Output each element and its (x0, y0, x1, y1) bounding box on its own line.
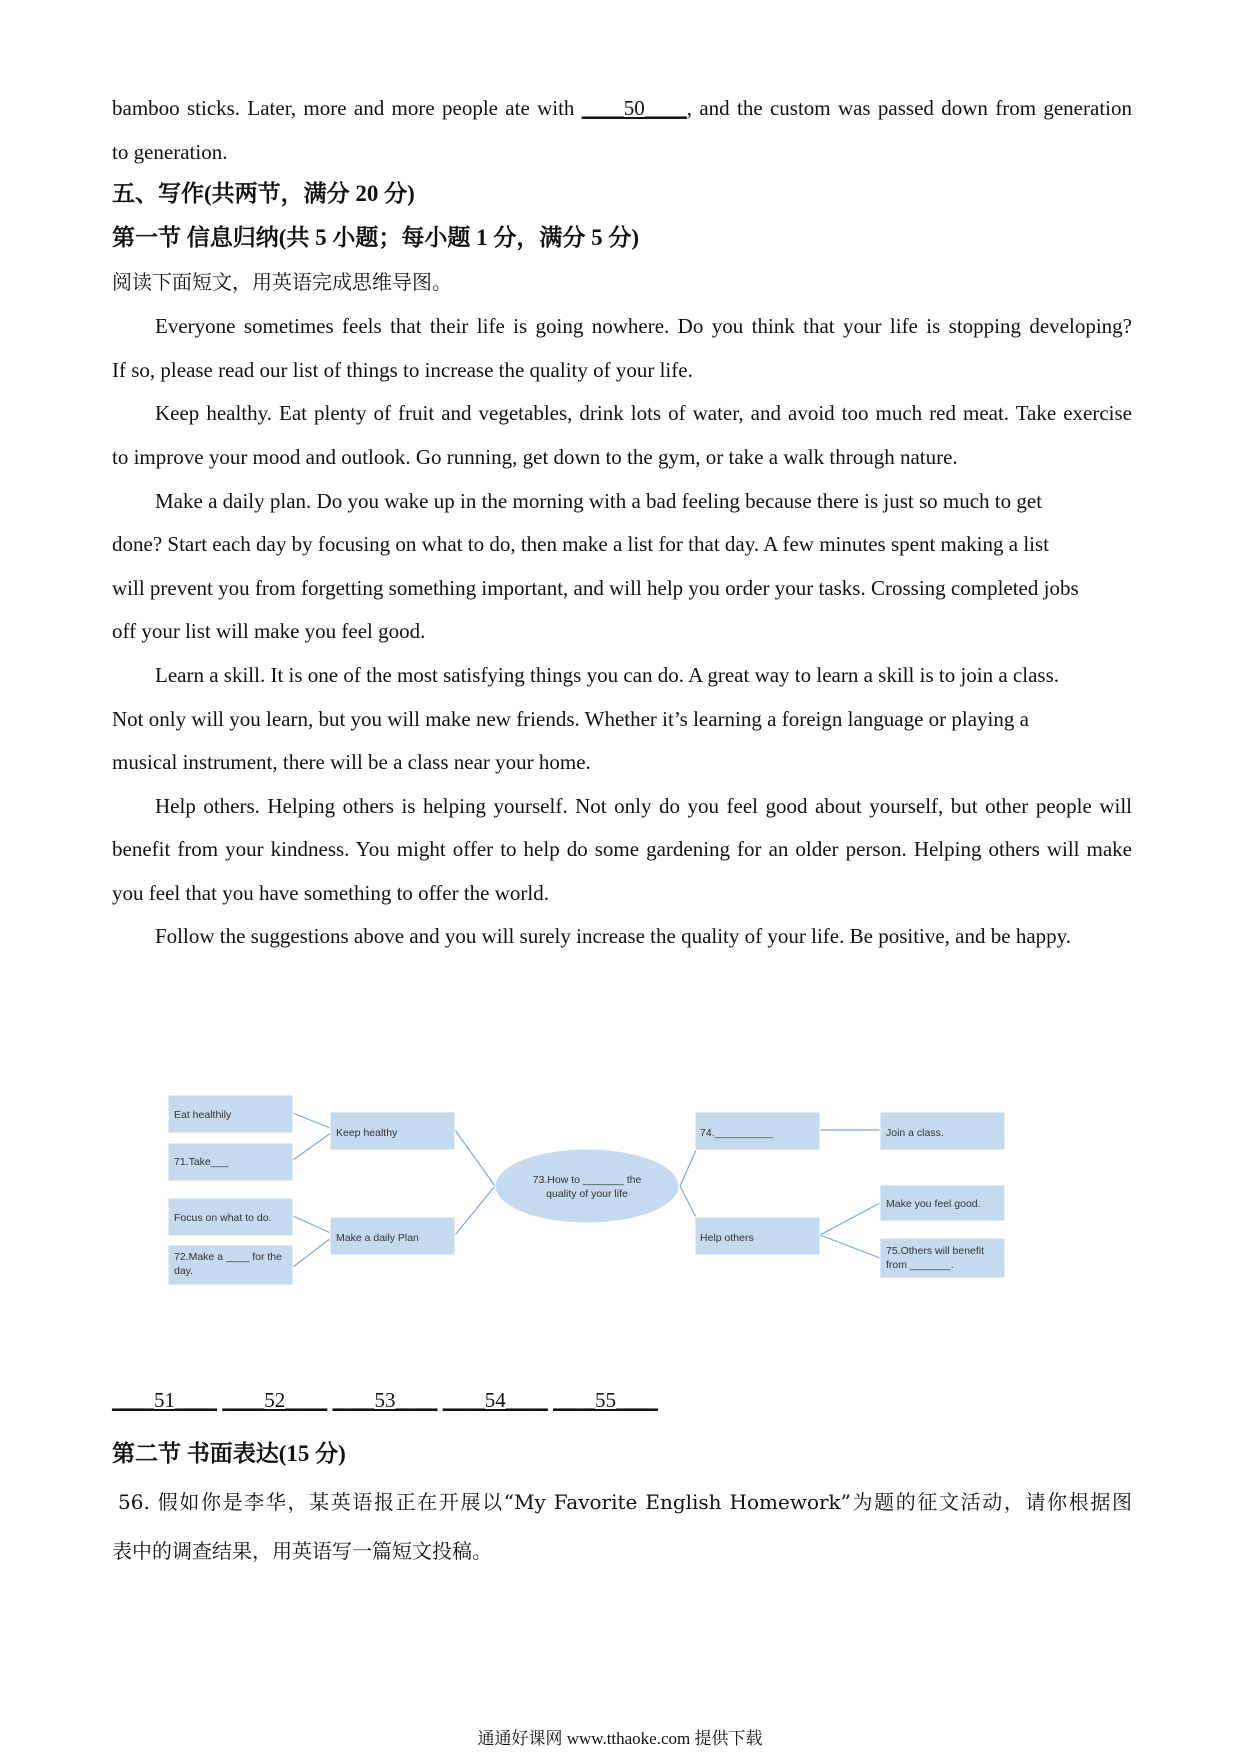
question-56-cont: 表中的调查结果，用英语写一篇短文投稿。 (112, 1539, 492, 1563)
node-label: Make a daily Plan (336, 1232, 419, 1244)
mind-map (160, 1085, 1020, 1300)
connector (293, 1113, 335, 1130)
node-label: 71.Take___ (174, 1156, 229, 1168)
passage-line: benefit from your kindness. You might offer to help do some gardening for an older person. Helping others will make (112, 837, 1132, 861)
blank-50: ____50____ (581, 96, 687, 120)
node-label: Help others (700, 1232, 754, 1244)
passage-line: you feel that you have something to offer the world. (112, 881, 550, 905)
passage-line: off your list will make you feel good. (112, 619, 426, 643)
part1-title: 第一节 信息归纳(共 5 小题；每小题 1 分，满分 5 分) (112, 225, 640, 250)
node-center-73 (495, 1149, 679, 1223)
connector (293, 1235, 335, 1267)
node-label: Focus on what to do. (174, 1212, 272, 1224)
node-label: Keep healthy (336, 1127, 398, 1139)
question-56: 56. 假如你是李华，某英语报正在开展以“My Favorite English Homework”为题的征文活动，请你根据图 (118, 1490, 1132, 1514)
footer: 通通好课网 www.tthaoke.com 提供下载 (477, 1729, 763, 1748)
answer-blank-55[interactable]: ____55____ (553, 1388, 658, 1412)
passage-line: Follow the suggestions above and you will surely increase the quality of your life. Be positive, and be happy. (155, 924, 1072, 948)
instruction: 阅读下面短文，用英语完成思维导图。 (112, 270, 452, 294)
answer-blank-54[interactable]: ____54____ (442, 1388, 548, 1412)
passage-line: Make a daily plan. Do you wake up in the morning with a bad feeling because there is just so much to get (155, 489, 1043, 513)
passage-line: Help others. Helping others is helping yourself. Not only do you feel good about yourself, but other people will (155, 794, 1132, 818)
passage-line: musical instrument, there will be a class near your home. (112, 750, 591, 774)
connector (293, 1216, 335, 1235)
node-label: 72.Make a ____ for the (174, 1251, 282, 1263)
node-label: 75.Others will benefit (886, 1245, 985, 1257)
part2-title: 第二节 书面表达(15 分) (112, 1441, 346, 1466)
node-label: from _______. (886, 1259, 954, 1271)
connector (293, 1130, 335, 1160)
passage-line: to improve your mood and outlook. Go running, get down to the gym, or take a walk through nature. (112, 445, 958, 469)
node-label: quality of your life (546, 1188, 628, 1200)
connector (820, 1203, 880, 1235)
connector (820, 1235, 880, 1258)
node-75 (880, 1238, 1005, 1278)
passage-line: done? Start each day by focusing on what to do, then make a list for that day. A few minutes spent making a list (112, 532, 1050, 556)
passage-line: If so, please read our list of things to increase the quality of your life. (112, 358, 693, 382)
node-label: 73.How to _______ the (532, 1174, 642, 1186)
node-label: Make you feel good. (886, 1198, 981, 1210)
answer-blank-51[interactable]: ____51____ (112, 1388, 217, 1412)
passage-line: will prevent you from forgetting something important, and will help you order your tasks. Crossing completed jobs (112, 576, 1079, 600)
connector (455, 1130, 495, 1186)
connector (455, 1186, 495, 1235)
section-title: 五、写作(共两节，满分 20 分) (112, 181, 415, 206)
answer-blank-52[interactable]: ____52____ (222, 1388, 328, 1412)
answer-blank-53[interactable]: ____53____ (332, 1388, 438, 1412)
passage-line: Keep healthy. Eat plenty of fruit and vegetables, drink lots of water, and avoid too much red meat. Take exercise (155, 401, 1132, 425)
text: , and the custom was passed down from generation (686, 96, 1132, 120)
passage-line: Not only will you learn, but you will make new friends. Whether it’s learning a foreign language or playing a (112, 707, 1029, 731)
passage-line: to generation. (112, 140, 228, 164)
node-label: Join a class. (886, 1127, 944, 1139)
text: bamboo sticks. Later, more and more people ate with (112, 96, 582, 120)
node-label: 74.__________ (700, 1127, 773, 1139)
answer-blanks (112, 1386, 1132, 1414)
node-label: Eat healthily (174, 1109, 232, 1121)
passage-line (112, 94, 1132, 122)
passage-line: Learn a skill. It is one of the most satisfying things you can do. A great way to learn a skill is to join a class. (155, 663, 1060, 687)
passage-line: Everyone sometimes feels that their life is going nowhere. Do you think that your life is stopping developing? (155, 314, 1132, 338)
node-label: day. (174, 1265, 194, 1277)
